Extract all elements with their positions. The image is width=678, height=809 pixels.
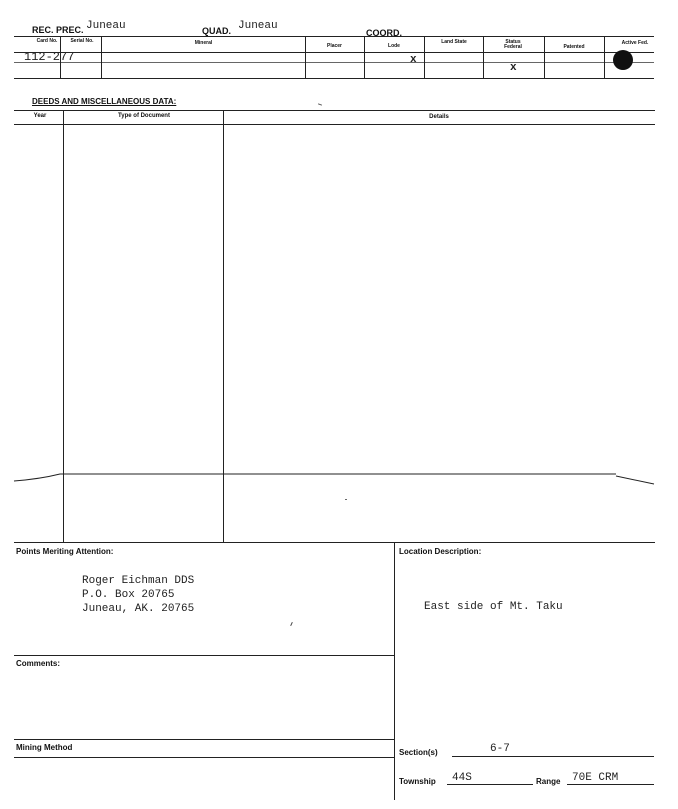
fold-line xyxy=(0,462,678,492)
stray-tick xyxy=(290,622,293,626)
quad-label: QUAD. xyxy=(202,26,231,36)
range-underline xyxy=(567,784,654,785)
points-line-3: Juneau, AK. 20765 xyxy=(82,603,195,615)
township-value: 44S xyxy=(452,772,472,784)
col-active: Active Fed. xyxy=(621,40,649,46)
col-divider xyxy=(604,37,605,78)
township-underline xyxy=(447,784,533,785)
row-rule xyxy=(14,62,654,63)
col-land-state: Land State xyxy=(441,39,467,45)
col-patented: Patented xyxy=(563,44,585,50)
township-label: Township xyxy=(399,777,436,786)
column-header-rule xyxy=(14,52,654,53)
points-line-1: Roger Eichman DDS xyxy=(82,575,195,587)
federal-mark: x xyxy=(510,62,517,74)
bottom-center-divider xyxy=(394,542,395,800)
col-divider xyxy=(483,37,484,78)
col-details: Details xyxy=(429,114,449,120)
mining-method-label: Mining Method xyxy=(16,743,73,752)
mining-bottom-rule xyxy=(14,757,394,758)
section-value: 6-7 xyxy=(490,743,510,755)
location-label: Location Description: xyxy=(399,547,482,556)
location-value: East side of Mt. Taku xyxy=(424,601,563,613)
col-status-federal: Status Federal xyxy=(504,39,522,50)
col-lode: Lode xyxy=(388,43,400,49)
col-serial-no: Serial No. xyxy=(70,38,94,44)
rec-prec-label: REC. PREC. xyxy=(32,25,84,35)
points-line-2: P.O. Box 20765 xyxy=(82,589,175,601)
section-label: Section(s) xyxy=(399,748,438,757)
col-type-of-document: Type of Document xyxy=(118,113,170,119)
coord-label: COORD. xyxy=(366,28,402,38)
lode-mark: x xyxy=(410,54,417,66)
comments-top-rule xyxy=(14,655,394,656)
card-no-value: 112-277 xyxy=(24,50,75,64)
stray-mark xyxy=(318,103,322,105)
deeds-bottom-rule xyxy=(14,542,655,543)
points-label: Points Meriting Attention: xyxy=(16,547,114,556)
section-underline xyxy=(452,756,654,757)
comments-label: Comments: xyxy=(16,659,61,668)
stray-dot xyxy=(345,499,347,500)
col-divider xyxy=(424,37,425,78)
range-label: Range xyxy=(536,777,561,786)
deeds-header-rule xyxy=(14,124,655,125)
mining-top-rule xyxy=(14,739,394,740)
table-bottom-rule xyxy=(14,78,654,79)
range-value: 70E CRM xyxy=(572,772,619,784)
col-divider xyxy=(544,37,545,78)
rec-prec-value: Juneau xyxy=(86,20,126,32)
col-card-no: Card No. xyxy=(36,38,58,44)
deeds-top-rule xyxy=(14,110,655,111)
quad-value: Juneau xyxy=(238,20,278,32)
col-mineral: Mineral xyxy=(194,40,213,46)
punch-hole xyxy=(613,50,633,70)
col-year: Year xyxy=(33,113,47,119)
deeds-title: DEEDS AND MISCELLANEOUS DATA: xyxy=(32,97,177,106)
header-rule xyxy=(14,36,654,37)
col-placer: Placer xyxy=(326,43,342,49)
